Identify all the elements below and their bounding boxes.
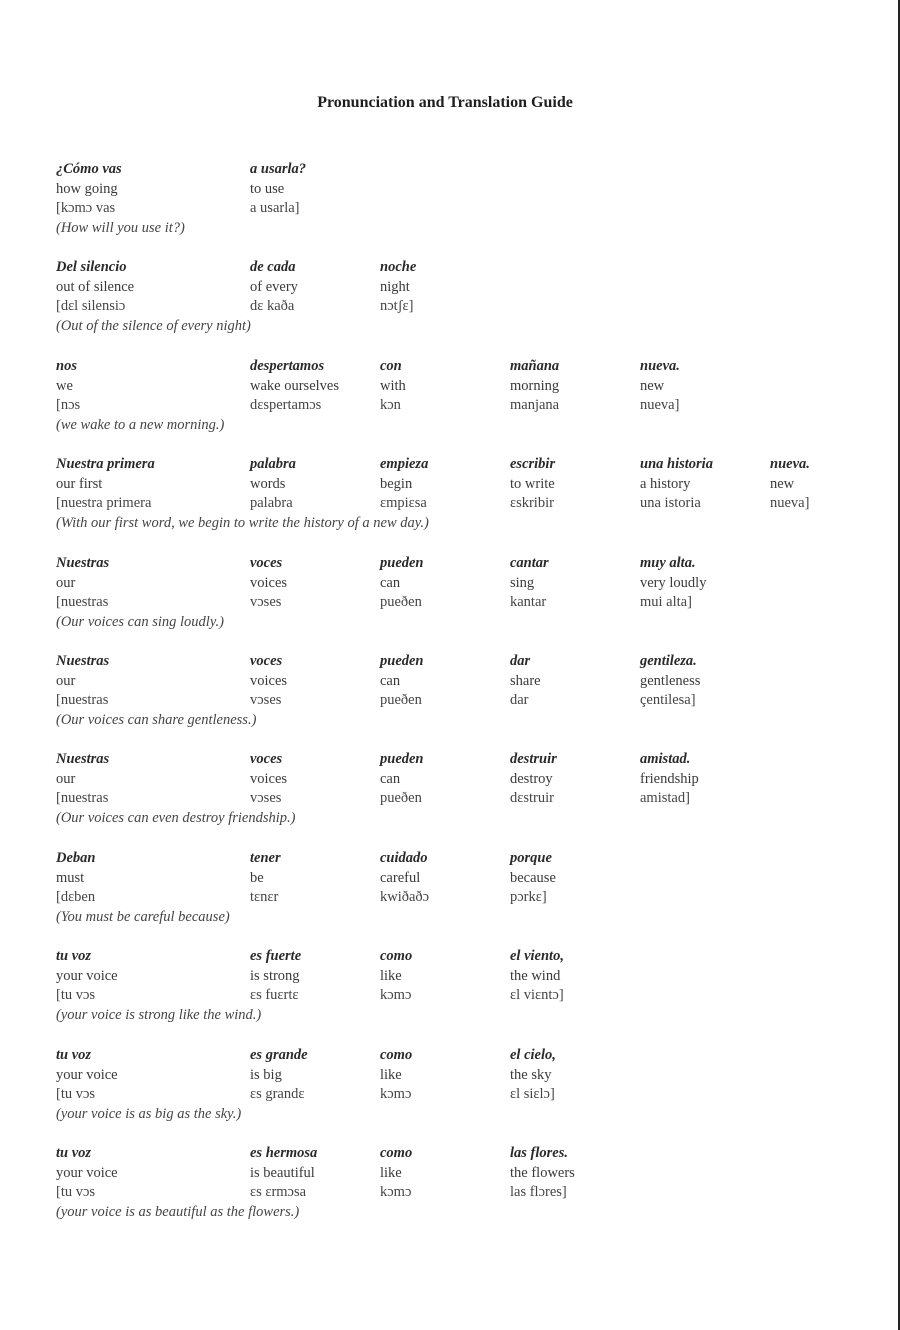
spanish-word: pueden — [380, 555, 424, 571]
ipa-transcription: [nuestras — [56, 692, 109, 709]
ipa-transcription: pueðen — [380, 692, 422, 709]
spanish-word: es fuerte — [250, 948, 302, 964]
ipa-row — [56, 888, 876, 908]
ipa-transcription: dɛspertamɔs — [250, 397, 322, 414]
spanish-word: como — [380, 948, 413, 964]
translation-line: (You must be careful because) — [56, 909, 230, 926]
english-gloss: the wind — [510, 967, 561, 984]
english-gloss: like — [380, 1164, 402, 1181]
spanish-word: Nuestras — [56, 555, 110, 571]
translation-line: (Our voices can share gentleness.) — [56, 712, 257, 729]
english-row — [56, 869, 876, 889]
ipa-transcription: dɛstruir — [510, 790, 554, 807]
stanza — [56, 849, 876, 928]
english-gloss: voices — [250, 574, 288, 591]
ipa-transcription: vɔses — [250, 594, 282, 611]
spanish-row — [56, 947, 876, 967]
spanish-row — [56, 160, 876, 180]
translation-line: (Out of the silence of every night) — [56, 318, 251, 335]
spanish-row — [56, 1144, 876, 1164]
spanish-word: Nuestras — [56, 653, 110, 669]
spanish-word: Nuestra primera — [56, 456, 155, 472]
ipa-row — [56, 199, 876, 219]
spanish-word: gentileza. — [640, 653, 697, 669]
ipa-transcription: tɛnɛr — [250, 889, 279, 906]
english-gloss: because — [510, 869, 556, 886]
stanza — [56, 258, 876, 337]
spanish-word: noche — [380, 259, 417, 275]
ipa-transcription: dar — [510, 692, 529, 709]
spanish-word: mañana — [510, 358, 560, 374]
stanza — [56, 160, 876, 239]
translation-line: (your voice is as big as the sky.) — [56, 1106, 242, 1123]
english-gloss: share — [510, 672, 541, 689]
english-gloss: careful — [380, 869, 421, 886]
spanish-word: muy alta. — [640, 555, 696, 571]
english-row — [56, 180, 876, 200]
english-gloss: can — [380, 574, 401, 591]
page-title: Pronunciation and Translation Guide — [317, 94, 573, 111]
ipa-transcription: ɛs grandɛ — [250, 1086, 305, 1103]
english-gloss: can — [380, 770, 401, 787]
english-gloss: morning — [510, 377, 560, 394]
english-row — [56, 1164, 876, 1184]
english-gloss: our — [56, 672, 76, 689]
spanish-word: pueden — [380, 751, 424, 767]
english-gloss: like — [380, 1066, 402, 1083]
english-gloss: voices — [250, 672, 288, 689]
english-gloss: your voice — [56, 1164, 118, 1181]
english-gloss: begin — [380, 475, 413, 492]
spanish-word: tu voz — [56, 1047, 92, 1063]
ipa-transcription: [kɔmɔ vas — [56, 200, 116, 217]
translation-line: (With our first word, we begin to write the history of a new day.) — [56, 515, 429, 532]
ipa-transcription: kɔn — [380, 397, 401, 414]
spanish-word: porque — [510, 850, 552, 866]
english-gloss: how going — [56, 180, 118, 197]
translation-line: (your voice is strong like the wind.) — [56, 1007, 262, 1024]
stanza — [56, 1144, 876, 1223]
english-gloss: new — [640, 377, 665, 394]
spanish-word: voces — [250, 653, 283, 669]
spanish-row — [56, 652, 876, 672]
english-gloss: the flowers — [510, 1164, 575, 1181]
translation-line: (How will you use it?) — [56, 220, 185, 237]
ipa-transcription: amistad] — [640, 790, 690, 807]
english-row — [56, 672, 876, 692]
translation-line: (your voice is as beautiful as the flowers.) — [56, 1204, 300, 1221]
spanish-word: cuidado — [380, 850, 428, 866]
english-row — [56, 278, 876, 298]
ipa-row — [56, 593, 876, 613]
ipa-transcription: las flɔres] — [510, 1184, 567, 1201]
ipa-transcription: vɔses — [250, 790, 282, 807]
ipa-row — [56, 396, 876, 416]
english-gloss: gentleness — [640, 672, 701, 689]
translation-line: (Our voices can sing loudly.) — [56, 614, 224, 631]
spanish-word: palabra — [250, 456, 296, 472]
english-gloss: your voice — [56, 967, 118, 984]
ipa-transcription: [nɔs — [56, 397, 81, 414]
ipa-row — [56, 494, 876, 514]
ipa-transcription: ɛmpiɛsa — [380, 495, 427, 512]
stanza — [56, 947, 876, 1026]
ipa-transcription: ɛl siɛlɔ] — [510, 1086, 555, 1103]
ipa-row — [56, 789, 876, 809]
english-row — [56, 574, 876, 594]
spanish-row — [56, 554, 876, 574]
spanish-word: pueden — [380, 653, 424, 669]
english-gloss: night — [380, 278, 410, 295]
spanish-word: voces — [250, 555, 283, 571]
ipa-transcription: [nuestra primera — [56, 495, 152, 512]
english-gloss: must — [56, 869, 85, 886]
ipa-transcription: ɛs fuɛrtɛ — [250, 987, 299, 1004]
stanza — [56, 652, 876, 731]
english-gloss: words — [250, 475, 286, 492]
ipa-transcription: [tu vɔs — [56, 1086, 96, 1103]
english-row — [56, 475, 876, 495]
ipa-transcription: kwiðaðɔ — [380, 889, 430, 906]
ipa-transcription: a usarla] — [250, 200, 300, 217]
english-gloss: is strong — [250, 967, 300, 984]
english-gloss: very loudly — [640, 574, 707, 591]
ipa-transcription: mui alta] — [640, 594, 692, 611]
spanish-word: tu voz — [56, 948, 92, 964]
english-gloss: can — [380, 672, 401, 689]
spanish-word: Del silencio — [56, 259, 127, 275]
ipa-transcription: ɛskribir — [510, 495, 554, 512]
stanza — [56, 554, 876, 633]
english-gloss: your voice — [56, 1066, 118, 1083]
english-gloss: wake ourselves — [250, 377, 339, 394]
ipa-transcription: pueðen — [380, 594, 422, 611]
ipa-transcription: kantar — [510, 594, 547, 611]
spanish-word: despertamos — [250, 358, 325, 374]
ipa-transcription: [dɛl silensiɔ — [56, 298, 126, 315]
english-gloss: the sky — [510, 1066, 552, 1083]
ipa-transcription: pɔrkɛ] — [510, 889, 547, 906]
ipa-transcription: pueðen — [380, 790, 422, 807]
spanish-word: amistad. — [640, 751, 691, 767]
english-gloss: our — [56, 574, 76, 591]
ipa-transcription: [tu vɔs — [56, 1184, 96, 1201]
spanish-word: nueva. — [770, 456, 810, 472]
english-gloss: our — [56, 770, 76, 787]
english-gloss: we — [56, 377, 73, 394]
ipa-row — [56, 1085, 876, 1105]
english-gloss: of every — [250, 278, 298, 295]
spanish-word: a usarla? — [250, 161, 307, 177]
spanish-word: destruir — [510, 751, 557, 767]
spanish-word: las flores. — [510, 1145, 568, 1161]
spanish-word: de cada — [250, 259, 296, 275]
ipa-transcription: nueva] — [770, 495, 810, 512]
ipa-transcription: kɔmɔ — [380, 1086, 412, 1103]
spanish-word: como — [380, 1145, 413, 1161]
english-row — [56, 377, 876, 397]
english-gloss: our first — [56, 475, 103, 492]
ipa-transcription: una istoria — [640, 495, 701, 512]
translation-line: (we wake to a new morning.) — [56, 417, 225, 434]
spanish-word: Nuestras — [56, 751, 110, 767]
spanish-word: es grande — [250, 1047, 308, 1063]
ipa-row — [56, 691, 876, 711]
ipa-transcription: ɛl viɛntɔ] — [510, 987, 564, 1004]
ipa-transcription: nɔtʃɛ] — [380, 298, 414, 315]
spanish-word: es hermosa — [250, 1145, 318, 1161]
english-gloss: be — [250, 869, 264, 886]
english-gloss: like — [380, 967, 402, 984]
english-gloss: sing — [510, 574, 535, 591]
stanza — [56, 455, 876, 534]
stanza — [56, 750, 876, 829]
ipa-row — [56, 1183, 876, 1203]
spanish-word: voces — [250, 751, 283, 767]
ipa-transcription: ɛs ɛrmɔsa — [250, 1184, 307, 1201]
english-row — [56, 967, 876, 987]
ipa-row — [56, 297, 876, 317]
spanish-row — [56, 1046, 876, 1066]
spanish-word: cantar — [510, 555, 549, 571]
ipa-transcription: [nuestras — [56, 790, 109, 807]
ipa-transcription: palabra — [250, 495, 293, 512]
spanish-row — [56, 258, 876, 278]
ipa-transcription: kɔmɔ — [380, 1184, 412, 1201]
spanish-word: escribir — [510, 456, 556, 472]
english-gloss: is big — [250, 1066, 282, 1083]
ipa-transcription: [tu vɔs — [56, 987, 96, 1004]
english-gloss: out of silence — [56, 278, 135, 295]
spanish-row — [56, 750, 876, 770]
ipa-transcription: kɔmɔ — [380, 987, 412, 1004]
translation-line: (Our voices can even destroy friendship.) — [56, 810, 296, 827]
english-gloss: friendship — [640, 770, 699, 787]
ipa-row — [56, 986, 876, 1006]
spanish-row — [56, 849, 876, 869]
ipa-transcription: vɔses — [250, 692, 282, 709]
english-gloss: voices — [250, 770, 288, 787]
spanish-row — [56, 357, 876, 377]
spanish-word: el viento, — [510, 948, 564, 964]
english-gloss: to write — [510, 475, 555, 492]
spanish-word: tu voz — [56, 1145, 92, 1161]
english-gloss: is beautiful — [250, 1164, 315, 1181]
ipa-transcription: [dɛben — [56, 889, 96, 906]
ipa-transcription: çentilesa] — [640, 692, 696, 709]
spanish-word: nos — [56, 358, 77, 374]
ipa-transcription: manjana — [510, 397, 560, 414]
spanish-word: el cielo, — [510, 1047, 556, 1063]
spanish-word: nueva. — [640, 358, 680, 374]
spanish-word: una historia — [640, 456, 713, 472]
ipa-transcription: nueva] — [640, 397, 680, 414]
spanish-word: Deban — [56, 850, 96, 866]
spanish-word: dar — [510, 653, 531, 669]
stanza — [56, 357, 876, 436]
english-gloss: to use — [250, 180, 285, 197]
spanish-word: como — [380, 1047, 413, 1063]
ipa-transcription: [nuestras — [56, 594, 109, 611]
english-gloss: new — [770, 475, 795, 492]
spanish-word: ¿Cómo vas — [56, 161, 122, 177]
english-gloss: a history — [640, 475, 691, 492]
spanish-word: empieza — [380, 456, 429, 472]
english-gloss: destroy — [510, 770, 553, 787]
spanish-word: con — [380, 358, 402, 374]
spanish-row — [56, 455, 876, 475]
ipa-transcription: dɛ kaða — [250, 298, 295, 315]
spanish-word: tener — [250, 850, 281, 866]
stanza — [56, 1046, 876, 1125]
english-gloss: with — [380, 377, 406, 394]
english-row — [56, 1066, 876, 1086]
english-row — [56, 770, 876, 790]
